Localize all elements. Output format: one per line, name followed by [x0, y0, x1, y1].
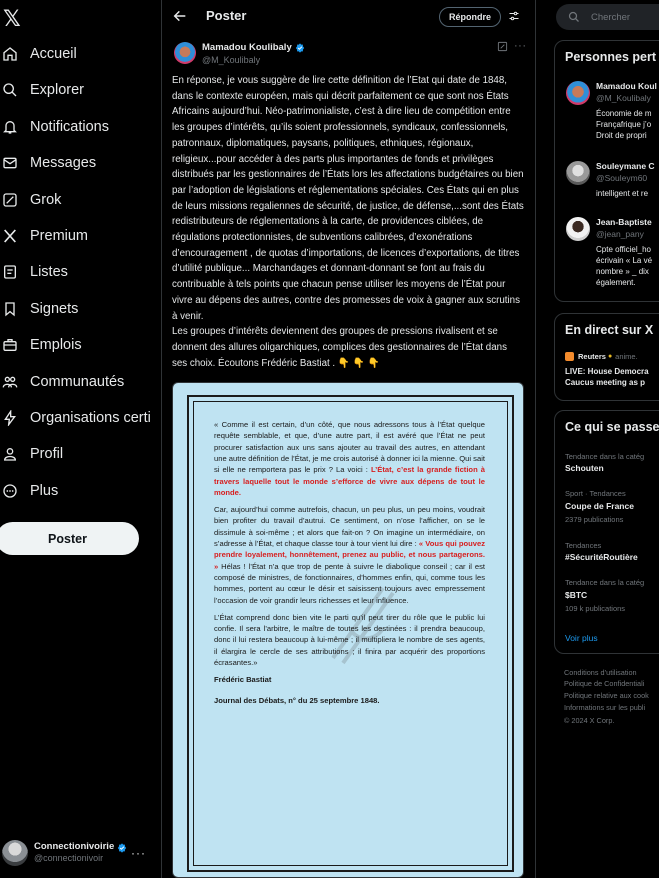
nav-item-explore[interactable] [0, 75, 160, 105]
live-source-note: anime. [615, 352, 638, 361]
quote-author: Frédéric Bastiat [214, 674, 272, 684]
person-icon [1, 445, 19, 463]
nav-item-communities[interactable] [0, 367, 160, 397]
document-paragraph [214, 612, 485, 669]
search-box[interactable] [556, 4, 659, 30]
document-paragraph [214, 419, 485, 498]
live-headline: Caucus meeting as p [565, 378, 646, 387]
show-more-link[interactable]: Voir plus [565, 633, 598, 643]
post-button[interactable]: Poster [0, 522, 139, 555]
mail-icon [1, 154, 19, 172]
person-bio: également. [596, 278, 636, 287]
person-handle[interactable]: @Souleym60 [596, 173, 648, 183]
person-name[interactable]: Jean-Baptiste [596, 217, 652, 227]
quote-text: « Comme il est certain, d’un côté, que nous adressons tous à l’État quelque requête semblable, et que, d’une autre part, il est avéré que l’État ne peut procurer satisfaction aux uns sans ajouter au travail des autres, en attendant une autre définition de l’État, je me crois autorisé à donner ici la mienne. Qui sait si elle ne remportera pas le prix ? La voici : [214, 420, 485, 475]
trends-panel [554, 410, 659, 654]
bookmark-icon [1, 300, 19, 318]
quote-source: Journal des Débats, n° du 25 septembre 1848. [214, 696, 380, 706]
nav-label: Explorer [30, 82, 84, 98]
trend-name[interactable]: Schouten [565, 463, 604, 473]
nav-label: Communautés [30, 374, 125, 390]
person-handle[interactable]: @jean_pany [596, 229, 644, 239]
highlighted-quote: L’État, c’est la grande fiction à travers laquelle tout le monde s’efforce de vivre aux dépens de tout le monde. [214, 465, 485, 498]
verified-badge-icon [117, 843, 127, 853]
person-name[interactable]: Mamadou Koul [596, 81, 657, 91]
avatar[interactable] [566, 217, 590, 241]
person-bio: Droit de propri [596, 131, 647, 140]
nav-label: Organisations certi [30, 410, 151, 426]
home-icon [1, 45, 19, 63]
trend-name[interactable]: #SécuritéRoutière [565, 552, 638, 562]
footer-link[interactable]: Politique de Confidentiali [564, 679, 645, 688]
person-bio: Économie de m [596, 109, 652, 118]
sliders-icon[interactable] [508, 10, 520, 22]
page-title: Poster [206, 8, 247, 23]
nav-label: Grok [30, 192, 62, 208]
document-text [214, 419, 485, 716]
live-source: Reuters [578, 352, 606, 361]
nav-item-jobs[interactable] [0, 330, 160, 360]
footer-link[interactable]: Politique relative aux cook [564, 691, 649, 700]
verified-badge-icon: ● [607, 353, 613, 360]
nav-label: Messages [30, 155, 97, 171]
trend-context: Sport · Tendances [565, 489, 626, 498]
relevant-people-panel [554, 40, 659, 302]
bell-icon [1, 118, 19, 136]
quote-text: L’État comprend donc bien vite le parti qu’il peut tirer du rôle que le public lui confie. Il sera l’arbitre, le maître de toutes les destinées : il prendra beaucoup, donc il lui restera beaucoup à lui-même ; il multipliera le nombre de ses agents, il élargira le cercle de ses attributions ; il finira par acquérir des proportions écrasantes.» [214, 612, 485, 667]
nav-item-bookmarks[interactable] [0, 294, 160, 324]
tweet-text: En réponse, je vous suggère de lire cette définition de l’Etat qui date de 1848, dans le contexte européen, mais qui décrit parfaitement ce que sont nos États Africains aujourd’hui. Néo-patrimonialiste, c’est à dire lieu de compétition entre les groupes d’intérêts, qu’ils soient professionnels, syndicaux, confessionnels, patronnaux, diplomatiques, paysans, politiques, ethniques, régionaux, religieux...pour accéder à des parts plus importantes de fonds et privilèges distribués par les gestionnaires de l’États lors les affectations budgétaires ou bien par l’adoption de législations et réglementations spéciales. Ces États qui en plus de leurs missions regaliennes de sécurité, de justice, de défense,...sont des États redistributeurs de réglementations à la carte, de providences ciblées, de régulations protectionnistes, de subventions calibrées, d’exonérations d’encouragement , de quotas d’importations, de licences d’exportations, de titres d’utilité publique... Marchandages et donnant-donnant se font au frais du contribuable à tels points que chacun pense utiliser les moyens de l’État pour vivre au dépens des autres, contre des promesses de voix à gagner aux scrutins à venir. Les groupes d’intérêts deviennent des groupes de pressions rivalisent et se donnent des allures oligarchiques, complices des gestionnaires de l’État dans ses choix. Écoutons Frédéric Bastiat . 👇 👇 👇 [172, 75, 524, 369]
nav-label: Emplois [30, 337, 82, 353]
person-handle[interactable]: @M_Koulibaly [596, 93, 651, 103]
account-switcher[interactable] [0, 838, 160, 868]
person-bio: intelligent et re [596, 189, 649, 198]
trend-context: Tendance dans la catég [565, 452, 645, 461]
nav-item-lists[interactable] [0, 257, 160, 287]
x-logo-icon [1, 227, 19, 245]
attached-image[interactable] [172, 382, 524, 878]
search-input[interactable]: Chercher [591, 11, 631, 23]
right-sidebar [536, 0, 659, 878]
lightning-icon [1, 409, 19, 427]
panel-title: Ce qui se passe [565, 420, 659, 434]
trend-context: Tendances [565, 541, 602, 550]
briefcase-icon [1, 336, 19, 354]
nav-item-verified-orgs[interactable] [0, 403, 160, 433]
grok-edit-icon[interactable] [497, 41, 508, 52]
nav-label: Notifications [30, 119, 109, 135]
nav-label: Listes [30, 264, 68, 280]
nav-item-grok[interactable] [0, 185, 160, 215]
person-name[interactable]: Souleymane C [596, 161, 655, 171]
highlighted-quote: « Vous qui pouvez prendre loyalement, honnêtement, prenez au public, et nous partagerons. » [214, 538, 485, 571]
verified-badge-icon [295, 43, 305, 53]
grok-icon [1, 191, 19, 209]
live-panel[interactable] [554, 313, 659, 401]
post-detail-column [162, 0, 536, 878]
quote-text: Car, aujourd’hui comme autrefois, chacun, un peu plus, un peu moins, voudrait bien profiter du travail d’autrui. Ce sentiment, on n’ose l’afficher, on se le dissimule à soi-même ; et alors que fait-on ? On imagine un intermédiaire, on s’adresse à l’État, et chaque classe tour à tour vient lui dire : [214, 504, 485, 548]
trend-count: 109 k publications [565, 604, 626, 613]
nav-label: Premium [30, 228, 89, 244]
avatar [2, 840, 28, 866]
person-bio: nombre » _ dix [596, 267, 649, 276]
footer-link[interactable]: Conditions d’utilisation [564, 668, 637, 677]
account-handle: @connectionivoir [34, 853, 104, 864]
panel-title: Personnes pert [565, 50, 657, 64]
account-more-icon[interactable]: ··· [131, 846, 146, 860]
more-options-icon[interactable]: ··· [514, 40, 527, 52]
person-bio: Cpte officiel_ho [596, 245, 651, 254]
nav-item-more[interactable] [0, 476, 160, 506]
reuters-logo-icon [565, 352, 574, 361]
trend-context: Tendance dans la catég [565, 578, 645, 587]
nav-label: Plus [30, 483, 59, 499]
left-navigation [0, 0, 162, 878]
author-avatar[interactable] [174, 42, 196, 64]
avatar[interactable] [566, 161, 590, 185]
avatar[interactable] [566, 81, 590, 105]
list-icon [1, 263, 19, 281]
x-logo-icon[interactable]: 𝕏 [3, 6, 21, 31]
search-icon [568, 11, 580, 23]
copyright: © 2024 X Corp. [564, 716, 615, 725]
document-paragraph [214, 504, 485, 606]
people-icon [1, 373, 19, 391]
trend-name[interactable]: $BTC [565, 590, 588, 600]
nav-item-home[interactable] [0, 39, 160, 69]
trend-count: 2379 publications [565, 515, 624, 524]
back-arrow-icon[interactable] [172, 8, 188, 24]
post-header [162, 0, 536, 34]
account-name: Connectionivoirie [34, 841, 115, 853]
person-bio: écrivain « La vé [596, 256, 653, 265]
panel-title: En direct sur X [565, 323, 654, 337]
nav-item-premium[interactable] [0, 221, 160, 251]
author-name[interactable]: Mamadou Koulibaly [202, 42, 292, 53]
nav-item-messages[interactable] [0, 148, 160, 178]
reply-button[interactable]: Répondre [439, 7, 501, 27]
search-icon [1, 81, 19, 99]
nav-label: Profil [30, 446, 64, 462]
nav-label: Accueil [30, 46, 77, 62]
nav-item-profile[interactable] [0, 439, 160, 469]
more-circle-icon [1, 482, 19, 500]
live-headline: LIVE: House Democra [565, 367, 649, 376]
nav-label: Signets [30, 301, 79, 317]
nav-item-notifications[interactable] [0, 112, 160, 142]
quote-text: Hélas ! l’État n’a que trop de pente à suivre le diabolique conseil ; car il est composé de ministres, de fonctionnaires, d’hommes enfin, qui, comme tous les hommes, portent au cœur le désir et saisissent toujours avec empressement l’occasion de voir grandir leurs richesses et leur influence. [214, 561, 485, 605]
trend-name[interactable]: Coupe de France [565, 501, 634, 511]
author-handle[interactable]: @M_Koulibaly [202, 55, 261, 65]
person-bio: Françafrique j’o [596, 120, 652, 129]
footer-link[interactable]: Informations sur les publi [564, 703, 646, 712]
